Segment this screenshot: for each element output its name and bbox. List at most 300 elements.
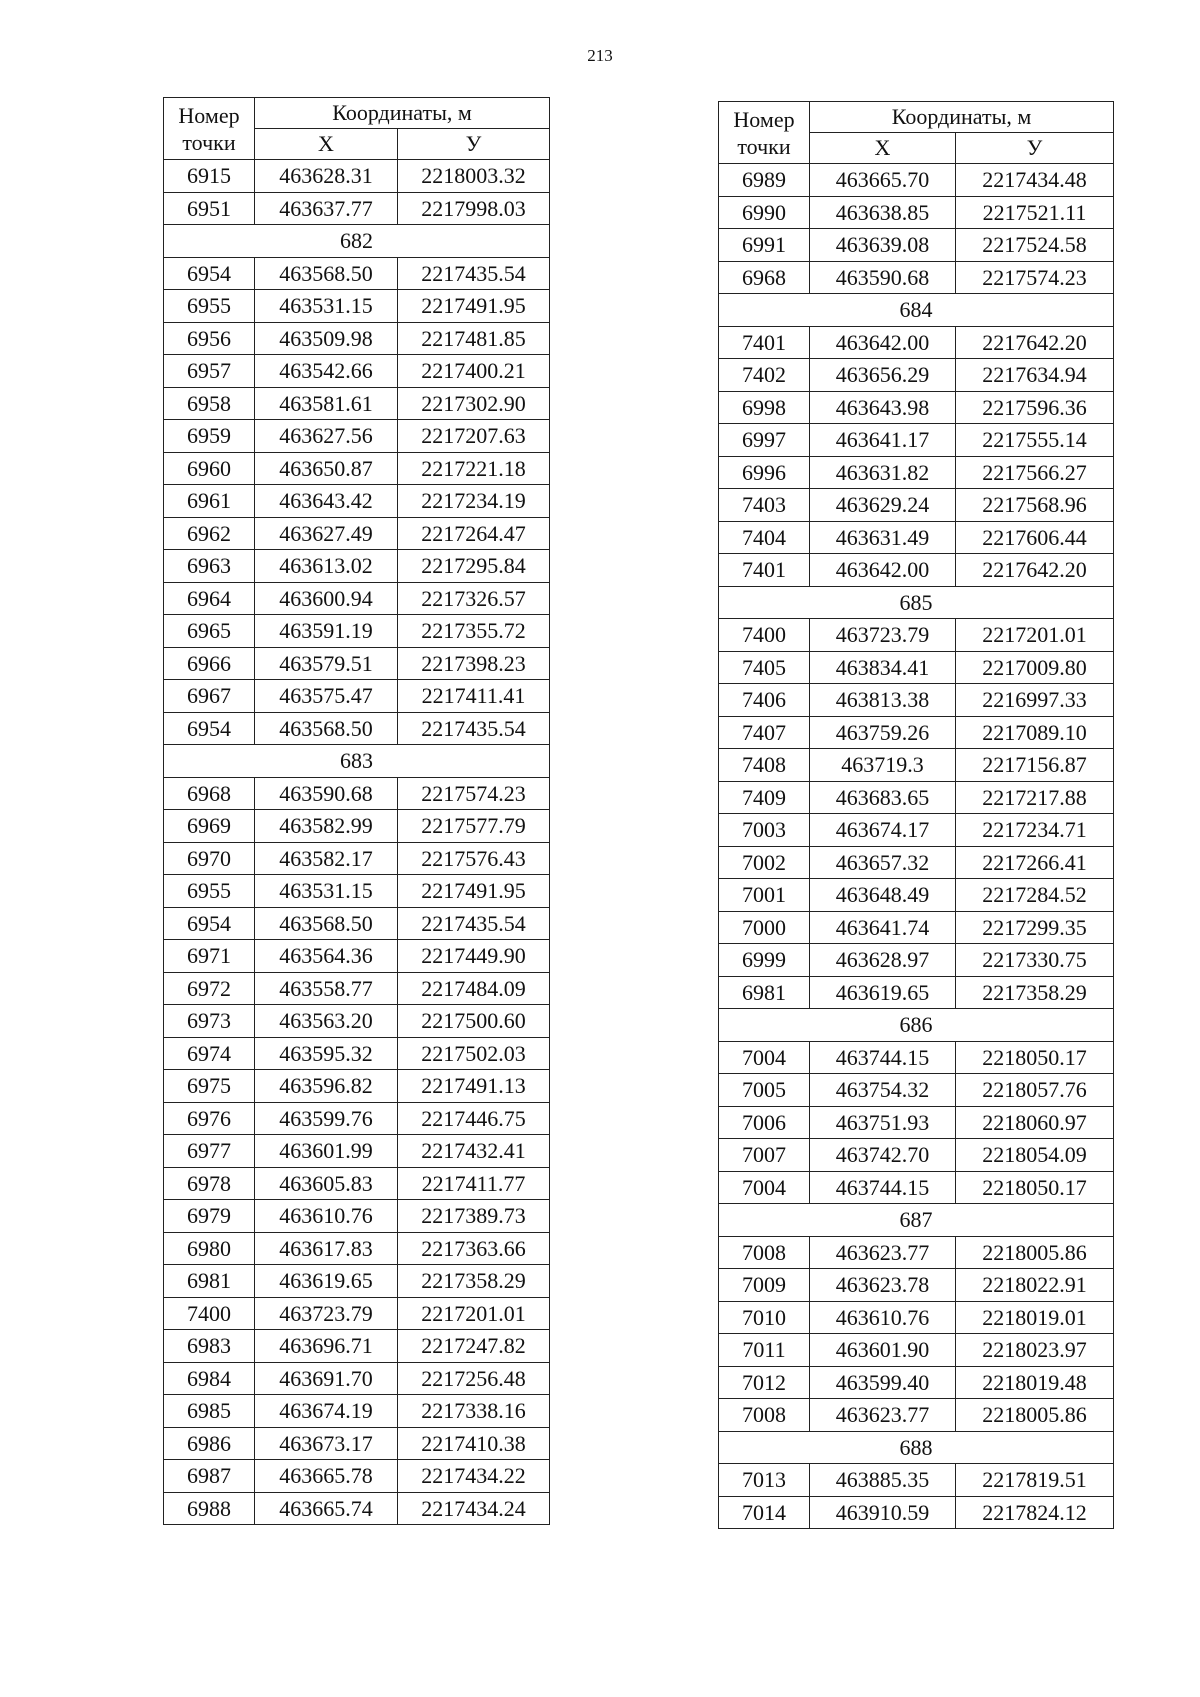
y-coordinate-cell: 2217363.66 xyxy=(398,1232,550,1265)
point-number-cell: 7000 xyxy=(719,911,810,944)
point-number-cell: 6981 xyxy=(719,976,810,1009)
x-coordinate-cell: 463665.74 xyxy=(255,1492,398,1525)
table-row xyxy=(164,615,550,648)
x-coordinate-cell: 463643.42 xyxy=(255,485,398,518)
x-coordinate-cell: 463590.68 xyxy=(255,777,398,810)
point-number-cell: 7001 xyxy=(719,879,810,912)
point-number-cell: 6959 xyxy=(164,420,255,453)
y-coordinate-cell: 2218019.48 xyxy=(956,1366,1114,1399)
table-body xyxy=(164,160,550,1525)
table-row xyxy=(164,160,550,193)
y-column-header: У xyxy=(956,133,1114,164)
y-coordinate-cell: 2217266.41 xyxy=(956,846,1114,879)
table-row xyxy=(164,1427,550,1460)
x-coordinate-cell: 463742.70 xyxy=(810,1139,956,1172)
table-row xyxy=(164,1460,550,1493)
y-coordinate-cell: 2217576.43 xyxy=(398,842,550,875)
x-coordinate-cell: 463642.00 xyxy=(810,554,956,587)
table-row xyxy=(719,326,1114,359)
table-row xyxy=(719,521,1114,554)
table-row xyxy=(164,420,550,453)
point-number-cell: 6987 xyxy=(164,1460,255,1493)
table-body xyxy=(719,164,1114,1529)
y-coordinate-cell: 2217574.23 xyxy=(398,777,550,810)
table-row xyxy=(719,1171,1114,1204)
y-coordinate-cell: 2217264.47 xyxy=(398,517,550,550)
point-number-cell: 6984 xyxy=(164,1362,255,1395)
table-row xyxy=(164,680,550,713)
x-coordinate-cell: 463568.50 xyxy=(255,907,398,940)
table-row xyxy=(719,846,1114,879)
x-coordinate-cell: 463642.00 xyxy=(810,326,956,359)
x-coordinate-cell: 463638.85 xyxy=(810,196,956,229)
point-number-cell: 6974 xyxy=(164,1037,255,1070)
table-row xyxy=(164,972,550,1005)
x-coordinate-cell: 463629.24 xyxy=(810,489,956,522)
y-coordinate-cell: 2217491.13 xyxy=(398,1070,550,1103)
x-coordinate-cell: 463564.36 xyxy=(255,940,398,973)
point-number-cell: 6972 xyxy=(164,972,255,1005)
point-number-cell: 6915 xyxy=(164,160,255,193)
table-row xyxy=(164,875,550,908)
y-coordinate-cell: 2217500.60 xyxy=(398,1005,550,1038)
y-coordinate-cell: 2217302.90 xyxy=(398,387,550,420)
x-coordinate-cell: 463610.76 xyxy=(810,1301,956,1334)
point-number-cell: 6964 xyxy=(164,582,255,615)
table-row xyxy=(719,1041,1114,1074)
x-coordinate-cell: 463628.31 xyxy=(255,160,398,193)
table-row xyxy=(719,651,1114,684)
table-row xyxy=(164,1167,550,1200)
section-number: 685 xyxy=(719,586,1114,619)
section-row xyxy=(719,1009,1114,1042)
table-row xyxy=(719,1106,1114,1139)
point-number-cell: 6988 xyxy=(164,1492,255,1525)
y-coordinate-cell: 2217524.58 xyxy=(956,229,1114,262)
point-number-cell: 6975 xyxy=(164,1070,255,1103)
point-number-cell: 6968 xyxy=(164,777,255,810)
section-number: 688 xyxy=(719,1431,1114,1464)
y-coordinate-cell: 2217295.84 xyxy=(398,550,550,583)
x-coordinate-cell: 463754.32 xyxy=(810,1074,956,1107)
y-coordinate-cell: 2218005.86 xyxy=(956,1399,1114,1432)
table-header xyxy=(164,98,550,160)
table-row xyxy=(719,1269,1114,1302)
y-coordinate-cell: 2217411.77 xyxy=(398,1167,550,1200)
x-coordinate-cell: 463639.08 xyxy=(810,229,956,262)
table-row xyxy=(719,749,1114,782)
point-number-header xyxy=(164,98,255,160)
x-coordinate-cell: 463665.70 xyxy=(810,164,956,197)
x-coordinate-cell: 463723.79 xyxy=(810,619,956,652)
y-coordinate-cell: 2218060.97 xyxy=(956,1106,1114,1139)
x-coordinate-cell: 463691.70 xyxy=(255,1362,398,1395)
y-coordinate-cell: 2217642.20 xyxy=(956,326,1114,359)
table-row xyxy=(164,290,550,323)
point-number-cell: 6991 xyxy=(719,229,810,262)
y-coordinate-cell: 2217201.01 xyxy=(956,619,1114,652)
section-row xyxy=(164,745,550,778)
x-coordinate-cell: 463579.51 xyxy=(255,647,398,680)
table-row xyxy=(719,879,1114,912)
y-coordinate-cell: 2217221.18 xyxy=(398,452,550,485)
point-number-header xyxy=(719,102,810,164)
table-row xyxy=(164,582,550,615)
table-row xyxy=(719,716,1114,749)
point-number-cell: 6954 xyxy=(164,712,255,745)
table-row xyxy=(719,619,1114,652)
table-row xyxy=(164,1200,550,1233)
y-coordinate-cell: 2217998.03 xyxy=(398,192,550,225)
point-label-bottom: точки xyxy=(182,129,236,155)
y-coordinate-cell: 2217400.21 xyxy=(398,355,550,388)
point-number-cell: 6986 xyxy=(164,1427,255,1460)
y-coordinate-cell: 2217819.51 xyxy=(956,1464,1114,1497)
coordinates-header: Координаты, м xyxy=(255,98,550,129)
table-row xyxy=(719,164,1114,197)
x-coordinate-cell: 463610.76 xyxy=(255,1200,398,1233)
x-coordinate-cell: 463631.82 xyxy=(810,456,956,489)
table-row xyxy=(719,1334,1114,1367)
y-coordinate-cell: 2217484.09 xyxy=(398,972,550,1005)
y-coordinate-cell: 2217247.82 xyxy=(398,1330,550,1363)
table-row xyxy=(164,452,550,485)
y-coordinate-cell: 2217411.41 xyxy=(398,680,550,713)
point-number-cell: 7005 xyxy=(719,1074,810,1107)
x-coordinate-cell: 463631.49 xyxy=(810,521,956,554)
y-coordinate-cell: 2217481.85 xyxy=(398,322,550,355)
x-coordinate-cell: 463531.15 xyxy=(255,290,398,323)
point-number-cell: 7402 xyxy=(719,359,810,392)
point-number-cell: 6969 xyxy=(164,810,255,843)
y-coordinate-cell: 2218054.09 xyxy=(956,1139,1114,1172)
x-coordinate-cell: 463744.15 xyxy=(810,1041,956,1074)
x-coordinate-cell: 463673.17 xyxy=(255,1427,398,1460)
point-number-cell: 7008 xyxy=(719,1236,810,1269)
x-coordinate-cell: 463759.26 xyxy=(810,716,956,749)
table-row xyxy=(164,842,550,875)
x-coordinate-cell: 463834.41 xyxy=(810,651,956,684)
section-row xyxy=(164,225,550,258)
table-row xyxy=(719,684,1114,717)
point-number-cell: 6998 xyxy=(719,391,810,424)
point-number-cell: 6955 xyxy=(164,290,255,323)
x-coordinate-cell: 463619.65 xyxy=(255,1265,398,1298)
table-row xyxy=(164,1362,550,1395)
point-number-cell: 6958 xyxy=(164,387,255,420)
point-number-cell: 7011 xyxy=(719,1334,810,1367)
section-row xyxy=(719,586,1114,619)
x-coordinate-cell: 463627.49 xyxy=(255,517,398,550)
x-coordinate-cell: 463656.29 xyxy=(810,359,956,392)
x-coordinate-cell: 463674.17 xyxy=(810,814,956,847)
point-number-cell: 6976 xyxy=(164,1102,255,1135)
x-coordinate-cell: 463599.40 xyxy=(810,1366,956,1399)
y-coordinate-cell: 2218005.86 xyxy=(956,1236,1114,1269)
x-coordinate-cell: 463591.19 xyxy=(255,615,398,648)
table-row xyxy=(164,810,550,843)
table-header xyxy=(719,102,1114,164)
x-coordinate-cell: 463581.61 xyxy=(255,387,398,420)
x-coordinate-cell: 463575.47 xyxy=(255,680,398,713)
y-coordinate-cell: 2217217.88 xyxy=(956,781,1114,814)
y-coordinate-cell: 2217434.22 xyxy=(398,1460,550,1493)
x-coordinate-cell: 463623.77 xyxy=(810,1236,956,1269)
section-number: 682 xyxy=(164,225,550,258)
y-coordinate-cell: 2218050.17 xyxy=(956,1041,1114,1074)
point-number-cell: 7408 xyxy=(719,749,810,782)
point-number-cell: 6980 xyxy=(164,1232,255,1265)
x-coordinate-cell: 463641.74 xyxy=(810,911,956,944)
y-coordinate-cell: 2217824.12 xyxy=(956,1496,1114,1529)
point-number-cell: 7013 xyxy=(719,1464,810,1497)
table-row xyxy=(164,647,550,680)
point-number-cell: 7004 xyxy=(719,1041,810,1074)
x-coordinate-cell: 463696.71 xyxy=(255,1330,398,1363)
point-label-bottom: точки xyxy=(737,133,791,159)
table-row xyxy=(719,196,1114,229)
table-row xyxy=(719,1074,1114,1107)
y-coordinate-cell: 2218023.97 xyxy=(956,1334,1114,1367)
section-row xyxy=(719,1431,1114,1464)
point-number-cell: 6957 xyxy=(164,355,255,388)
x-column-header: Х xyxy=(255,129,398,160)
y-coordinate-cell: 2217555.14 xyxy=(956,424,1114,457)
table-row xyxy=(719,1464,1114,1497)
point-number-cell: 6960 xyxy=(164,452,255,485)
table-row xyxy=(719,976,1114,1009)
table-row xyxy=(719,1139,1114,1172)
y-coordinate-cell: 2218057.76 xyxy=(956,1074,1114,1107)
table-row xyxy=(719,456,1114,489)
coordinates-table-left xyxy=(163,97,550,1525)
x-coordinate-cell: 463637.77 xyxy=(255,192,398,225)
y-coordinate-cell: 2217574.23 xyxy=(956,261,1114,294)
section-number: 686 xyxy=(719,1009,1114,1042)
point-number-cell: 6985 xyxy=(164,1395,255,1428)
y-coordinate-cell: 2217449.90 xyxy=(398,940,550,973)
x-coordinate-cell: 463643.98 xyxy=(810,391,956,424)
x-coordinate-cell: 463723.79 xyxy=(255,1297,398,1330)
y-coordinate-cell: 2217596.36 xyxy=(956,391,1114,424)
x-coordinate-cell: 463719.3 xyxy=(810,749,956,782)
table-row xyxy=(719,424,1114,457)
x-coordinate-cell: 463623.77 xyxy=(810,1399,956,1432)
x-coordinate-cell: 463590.68 xyxy=(810,261,956,294)
point-number-cell: 6966 xyxy=(164,647,255,680)
table-row xyxy=(719,944,1114,977)
y-coordinate-cell: 2217435.54 xyxy=(398,907,550,940)
x-coordinate-cell: 463628.97 xyxy=(810,944,956,977)
point-number-cell: 6989 xyxy=(719,164,810,197)
point-number-cell: 7401 xyxy=(719,326,810,359)
section-row xyxy=(719,1204,1114,1237)
table-row xyxy=(164,355,550,388)
y-coordinate-cell: 2217432.41 xyxy=(398,1135,550,1168)
x-coordinate-cell: 463605.83 xyxy=(255,1167,398,1200)
page-number: 213 xyxy=(587,46,613,65)
y-coordinate-cell: 2217435.54 xyxy=(398,712,550,745)
table-row xyxy=(164,1135,550,1168)
point-number-cell: 6999 xyxy=(719,944,810,977)
table-row xyxy=(164,1102,550,1135)
point-number-cell: 7403 xyxy=(719,489,810,522)
point-number-cell: 7405 xyxy=(719,651,810,684)
point-number-cell: 7006 xyxy=(719,1106,810,1139)
x-coordinate-cell: 463595.32 xyxy=(255,1037,398,1070)
table-row xyxy=(164,517,550,550)
coordinates-table-right xyxy=(718,101,1114,1529)
y-coordinate-cell: 2217156.87 xyxy=(956,749,1114,782)
x-coordinate-cell: 463627.56 xyxy=(255,420,398,453)
x-coordinate-cell: 463582.17 xyxy=(255,842,398,875)
y-coordinate-cell: 2217330.75 xyxy=(956,944,1114,977)
table-row xyxy=(164,1492,550,1525)
x-column-header: Х xyxy=(810,133,956,164)
x-coordinate-cell: 463910.59 xyxy=(810,1496,956,1529)
y-coordinate-cell: 2217338.16 xyxy=(398,1395,550,1428)
table-row xyxy=(164,485,550,518)
table-row xyxy=(164,192,550,225)
point-number-cell: 7012 xyxy=(719,1366,810,1399)
x-coordinate-cell: 463582.99 xyxy=(255,810,398,843)
point-number-cell: 7008 xyxy=(719,1399,810,1432)
point-number-cell: 7009 xyxy=(719,1269,810,1302)
x-coordinate-cell: 463563.20 xyxy=(255,1005,398,1038)
table-row xyxy=(719,814,1114,847)
point-number-cell: 7010 xyxy=(719,1301,810,1334)
x-coordinate-cell: 463601.90 xyxy=(810,1334,956,1367)
point-number-cell: 7003 xyxy=(719,814,810,847)
y-coordinate-cell: 2217502.03 xyxy=(398,1037,550,1070)
y-coordinate-cell: 2217201.01 xyxy=(398,1297,550,1330)
x-coordinate-cell: 463650.87 xyxy=(255,452,398,485)
y-coordinate-cell: 2217389.73 xyxy=(398,1200,550,1233)
y-coordinate-cell: 2217256.48 xyxy=(398,1362,550,1395)
table-row xyxy=(164,777,550,810)
x-coordinate-cell: 463683.65 xyxy=(810,781,956,814)
section-row xyxy=(719,294,1114,327)
table-row xyxy=(164,1232,550,1265)
table-row xyxy=(164,1265,550,1298)
point-number-cell: 6978 xyxy=(164,1167,255,1200)
table-row xyxy=(719,1301,1114,1334)
y-coordinate-cell: 2217410.38 xyxy=(398,1427,550,1460)
section-number: 684 xyxy=(719,294,1114,327)
section-number: 687 xyxy=(719,1204,1114,1237)
x-coordinate-cell: 463613.02 xyxy=(255,550,398,583)
point-number-cell: 6970 xyxy=(164,842,255,875)
point-number-cell: 6981 xyxy=(164,1265,255,1298)
x-coordinate-cell: 463617.83 xyxy=(255,1232,398,1265)
y-coordinate-cell: 2217521.11 xyxy=(956,196,1114,229)
table-row xyxy=(719,1236,1114,1269)
x-coordinate-cell: 463641.17 xyxy=(810,424,956,457)
point-number-cell: 6954 xyxy=(164,907,255,940)
y-coordinate-cell: 2217284.52 xyxy=(956,879,1114,912)
table-row xyxy=(164,1070,550,1103)
x-coordinate-cell: 463813.38 xyxy=(810,684,956,717)
x-coordinate-cell: 463601.99 xyxy=(255,1135,398,1168)
table-row xyxy=(164,1297,550,1330)
point-number-cell: 7400 xyxy=(719,619,810,652)
x-coordinate-cell: 463596.82 xyxy=(255,1070,398,1103)
table-row xyxy=(719,261,1114,294)
point-number-cell: 7404 xyxy=(719,521,810,554)
y-coordinate-cell: 2217577.79 xyxy=(398,810,550,843)
x-coordinate-cell: 463509.98 xyxy=(255,322,398,355)
y-coordinate-cell: 2217009.80 xyxy=(956,651,1114,684)
point-number-cell: 7406 xyxy=(719,684,810,717)
table-row xyxy=(719,489,1114,522)
point-number-cell: 7409 xyxy=(719,781,810,814)
y-coordinate-cell: 2218003.32 xyxy=(398,160,550,193)
table-row xyxy=(164,1005,550,1038)
table-row xyxy=(719,359,1114,392)
table-row xyxy=(719,1366,1114,1399)
y-coordinate-cell: 2217355.72 xyxy=(398,615,550,648)
y-coordinate-cell: 2217398.23 xyxy=(398,647,550,680)
point-number-cell: 6968 xyxy=(719,261,810,294)
x-coordinate-cell: 463599.76 xyxy=(255,1102,398,1135)
coordinates-header: Координаты, м xyxy=(810,102,1114,133)
y-coordinate-cell: 2217568.96 xyxy=(956,489,1114,522)
table-row xyxy=(164,257,550,290)
y-coordinate-cell: 2217089.10 xyxy=(956,716,1114,749)
table-row xyxy=(719,781,1114,814)
point-number-cell: 7401 xyxy=(719,554,810,587)
point-number-cell: 7002 xyxy=(719,846,810,879)
y-coordinate-cell: 2217491.95 xyxy=(398,290,550,323)
y-coordinate-cell: 2217642.20 xyxy=(956,554,1114,587)
table-row xyxy=(719,1496,1114,1529)
y-coordinate-cell: 2217434.24 xyxy=(398,1492,550,1525)
point-number-cell: 6955 xyxy=(164,875,255,908)
x-coordinate-cell: 463623.78 xyxy=(810,1269,956,1302)
y-coordinate-cell: 2217566.27 xyxy=(956,456,1114,489)
table-row xyxy=(719,229,1114,262)
x-coordinate-cell: 463558.77 xyxy=(255,972,398,1005)
table-row xyxy=(719,911,1114,944)
point-number-cell: 6951 xyxy=(164,192,255,225)
x-coordinate-cell: 463674.19 xyxy=(255,1395,398,1428)
table-row xyxy=(164,712,550,745)
table-row xyxy=(164,1395,550,1428)
x-coordinate-cell: 463619.65 xyxy=(810,976,956,1009)
table-row xyxy=(719,391,1114,424)
point-number-cell: 6979 xyxy=(164,1200,255,1233)
point-number-cell: 7014 xyxy=(719,1496,810,1529)
point-number-cell: 6977 xyxy=(164,1135,255,1168)
y-coordinate-cell: 2218019.01 xyxy=(956,1301,1114,1334)
x-coordinate-cell: 463657.32 xyxy=(810,846,956,879)
y-coordinate-cell: 2217435.54 xyxy=(398,257,550,290)
point-number-cell: 6956 xyxy=(164,322,255,355)
x-coordinate-cell: 463744.15 xyxy=(810,1171,956,1204)
x-coordinate-cell: 463568.50 xyxy=(255,257,398,290)
x-coordinate-cell: 463542.66 xyxy=(255,355,398,388)
y-coordinate-cell: 2217491.95 xyxy=(398,875,550,908)
table-row xyxy=(164,940,550,973)
y-coordinate-cell: 2218022.91 xyxy=(956,1269,1114,1302)
point-number-cell: 6962 xyxy=(164,517,255,550)
y-coordinate-cell: 2218050.17 xyxy=(956,1171,1114,1204)
table-row xyxy=(719,1399,1114,1432)
point-number-cell: 6954 xyxy=(164,257,255,290)
table-row xyxy=(164,550,550,583)
x-coordinate-cell: 463885.35 xyxy=(810,1464,956,1497)
point-number-cell: 7407 xyxy=(719,716,810,749)
